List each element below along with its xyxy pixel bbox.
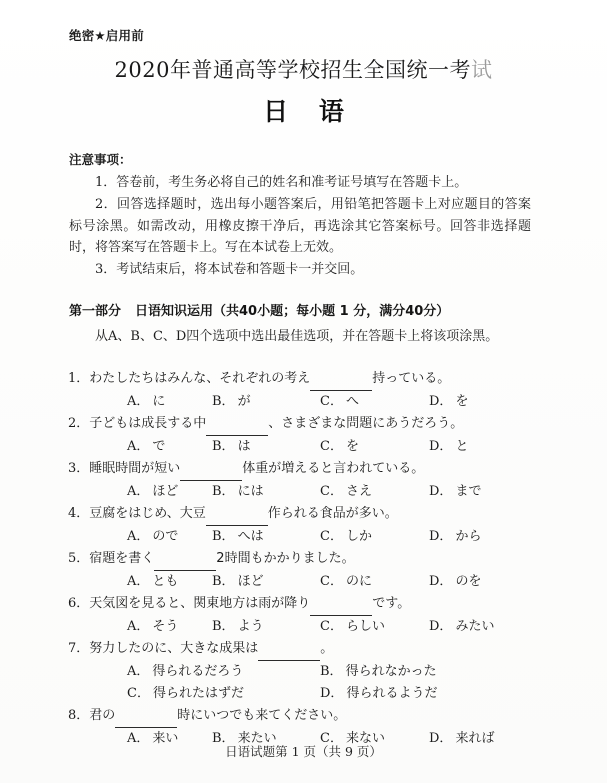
- answer-blank[interactable]: [206, 413, 268, 436]
- option-choice[interactable]: [127, 526, 178, 548]
- notes-heading: 注意事项：: [69, 152, 132, 167]
- option-choice[interactable]: [320, 526, 372, 548]
- part-heading: [69, 300, 449, 319]
- option-text: は: [237, 439, 251, 454]
- option-text: らしい: [345, 619, 385, 634]
- answer-blank[interactable]: [115, 705, 177, 728]
- question-options-row: [0, 616, 607, 638]
- question-number: 6．: [68, 596, 90, 611]
- question-stem-after: 2時間もかかりました。: [216, 551, 355, 566]
- option-label: A．: [127, 731, 150, 746]
- option-text: 来い: [152, 731, 179, 746]
- question: [0, 593, 607, 638]
- option-label: D．: [429, 394, 453, 409]
- option-text: と: [455, 439, 469, 454]
- question: [0, 368, 607, 413]
- questions-list: [0, 368, 607, 750]
- option-label: B．: [212, 529, 235, 544]
- note-item-1-text: 1．答卷前，考生务必将自己的姓名和准考证号填写在答题卡上。: [95, 175, 468, 190]
- question-options-row: [0, 571, 607, 593]
- question-stem-after: 作られる食品が多い。: [267, 506, 398, 521]
- question: [0, 638, 607, 705]
- question-options-row: [0, 526, 607, 548]
- note-item-1: [69, 172, 531, 194]
- question-stem: [68, 548, 568, 571]
- option-choice[interactable]: [429, 436, 468, 458]
- option-label: B．: [212, 619, 235, 634]
- page-footer: 日语试题第 1 页（共 9 页）: [225, 744, 382, 759]
- question-stem-after: 。: [320, 641, 334, 656]
- option-choice[interactable]: [127, 683, 244, 705]
- question-number: 8．: [68, 708, 90, 723]
- option-text: まで: [455, 484, 482, 499]
- subject-title: 日 语: [263, 97, 355, 126]
- option-choice[interactable]: [320, 571, 372, 593]
- option-choice[interactable]: [429, 571, 481, 593]
- page-title: [0, 54, 607, 84]
- option-text: 得られなかった: [345, 664, 437, 679]
- option-text: そう: [152, 619, 179, 634]
- option-label: A．: [127, 574, 150, 589]
- option-text: には: [237, 484, 264, 499]
- option-label: D．: [429, 731, 453, 746]
- option-label: B．: [212, 484, 235, 499]
- question-stem-after: 、さまざまな問題にあうだろう。: [268, 416, 464, 431]
- question: [0, 413, 607, 458]
- option-choice[interactable]: [320, 661, 437, 683]
- option-label: B．: [212, 731, 235, 746]
- option-choice[interactable]: [127, 436, 165, 458]
- question-number: 7．: [68, 641, 90, 656]
- option-text: ほど: [152, 484, 179, 499]
- option-text: 来れば: [455, 731, 495, 746]
- option-choice[interactable]: [320, 481, 372, 503]
- option-label: D．: [320, 686, 344, 701]
- option-label: C．: [320, 574, 343, 589]
- option-choice[interactable]: [127, 391, 165, 413]
- option-label: C．: [127, 686, 150, 701]
- option-text: しか: [345, 529, 372, 544]
- option-choice[interactable]: [212, 571, 264, 593]
- option-text: から: [455, 529, 482, 544]
- option-choice[interactable]: [429, 616, 494, 638]
- option-label: D．: [429, 439, 453, 454]
- question-stem-before: わたしたちはみんな、それぞれの考え: [89, 371, 311, 386]
- answer-blank[interactable]: [258, 638, 320, 661]
- option-choice[interactable]: [320, 616, 385, 638]
- part-name: 日语知识运用（共40小题；每小题 1 分，满分40分）: [135, 304, 450, 319]
- question-stem: [68, 503, 568, 526]
- option-text: ほど: [237, 574, 264, 589]
- question-stem: [68, 638, 568, 661]
- option-text: 来たい: [237, 731, 277, 746]
- option-choice[interactable]: [212, 526, 264, 548]
- option-label: B．: [320, 664, 343, 679]
- question-number: 4．: [68, 506, 90, 521]
- option-text: とも: [152, 574, 179, 589]
- main-title-text: 2020年普通高等学校招生全国统一考: [114, 58, 471, 82]
- option-choice[interactable]: [127, 661, 243, 683]
- answer-blank[interactable]: [180, 458, 242, 481]
- option-text: みたい: [455, 619, 495, 634]
- option-text: 来ない: [345, 731, 385, 746]
- option-choice[interactable]: [212, 481, 264, 503]
- answer-blank[interactable]: [154, 548, 216, 571]
- option-text: で: [152, 439, 166, 454]
- question-stem-after: 時にいつでも来てください。: [177, 708, 347, 723]
- question-options-row: [0, 683, 607, 705]
- option-choice[interactable]: [212, 616, 264, 638]
- question-stem-before: 努力したのに、大きな成果は: [89, 641, 259, 656]
- option-choice[interactable]: [127, 616, 178, 638]
- option-text: へ: [345, 394, 359, 409]
- question-stem-before: 天気図を見ると、関東地方は雨が降り: [89, 596, 311, 611]
- option-choice[interactable]: [320, 436, 359, 458]
- question-stem-before: 睡眠時間が短い: [89, 461, 181, 476]
- main-title-tail: 试: [470, 58, 493, 82]
- question-stem: [68, 705, 568, 728]
- option-label: C．: [320, 394, 343, 409]
- option-label: B．: [212, 574, 235, 589]
- question-number: 5．: [68, 551, 90, 566]
- option-text: へは: [237, 529, 264, 544]
- option-label: D．: [429, 619, 453, 634]
- option-label: C．: [320, 731, 343, 746]
- option-choice[interactable]: [429, 391, 468, 413]
- question-stem-after: です。: [372, 596, 411, 611]
- question-options-row: [0, 436, 607, 458]
- question: [0, 548, 607, 593]
- option-label: D．: [429, 529, 453, 544]
- question-number: 1．: [68, 371, 90, 386]
- option-label: A．: [127, 529, 150, 544]
- question-stem: [68, 593, 568, 616]
- option-choice[interactable]: [212, 391, 251, 413]
- option-text: のを: [455, 574, 482, 589]
- option-text: を: [345, 439, 359, 454]
- note-item-2-text: 2．回答选择题时，选出每小题答案后，用铅笔把答题卡上对应题目的答案标号涂黑。如需改动，用橡皮擦干净后，再选涂其它答案标号。回答非选择题时，将答案写在答题卡上。写在本试卷上无效。: [69, 197, 531, 255]
- option-label: B．: [212, 439, 235, 454]
- answer-blank[interactable]: [310, 593, 372, 616]
- option-text: さえ: [345, 484, 372, 499]
- option-text: のに: [345, 574, 372, 589]
- option-label: A．: [127, 394, 150, 409]
- option-choice[interactable]: [320, 683, 437, 705]
- question-number: 3．: [68, 461, 90, 476]
- option-label: D．: [429, 574, 453, 589]
- question: [0, 503, 607, 548]
- question-stem-after: 体重が増えると言われている。: [242, 461, 425, 476]
- question-stem-before: 宿題を書く: [89, 551, 155, 566]
- option-text: 得られるだろう: [152, 664, 244, 679]
- question-stem: [68, 413, 568, 436]
- option-choice[interactable]: [320, 391, 359, 413]
- question-stem-before: 子どもは成長する中: [89, 416, 207, 431]
- question: [0, 458, 607, 503]
- part-title: 第一部分: [69, 304, 122, 319]
- part-instruction: 从A、B、C、D四个选项中选出最佳选项，并在答题卡上将该项涂黑。: [95, 329, 499, 344]
- option-text: を: [455, 394, 469, 409]
- option-choice[interactable]: [127, 571, 178, 593]
- option-label: A．: [127, 484, 150, 499]
- question-stem: [68, 368, 568, 391]
- option-label: D．: [429, 484, 453, 499]
- option-choice[interactable]: [429, 526, 481, 548]
- question-stem-before: 豆腐をはじめ、大豆: [89, 506, 206, 521]
- answer-blank[interactable]: [310, 368, 372, 391]
- option-label: C．: [320, 439, 343, 454]
- option-text: ので: [152, 529, 179, 544]
- option-text: よう: [237, 619, 264, 634]
- secrecy-label: 绝密★启用前: [69, 28, 144, 43]
- question-options-row: [0, 391, 607, 413]
- option-text: に: [152, 394, 166, 409]
- option-label: C．: [320, 529, 343, 544]
- option-text: が: [237, 394, 251, 409]
- option-text: 得られるようだ: [346, 686, 438, 701]
- question-stem: [68, 458, 568, 481]
- question-options-row: [0, 661, 607, 683]
- note-item-3: [69, 259, 531, 281]
- option-label: C．: [320, 619, 343, 634]
- question-number: 2．: [68, 416, 90, 431]
- option-label: A．: [127, 619, 150, 634]
- option-label: A．: [127, 664, 150, 679]
- question-stem-after: 持っている。: [372, 371, 451, 386]
- answer-blank[interactable]: [206, 503, 268, 526]
- note-item-2: [69, 194, 531, 259]
- option-label: C．: [320, 484, 343, 499]
- option-choice[interactable]: [127, 481, 178, 503]
- option-label: B．: [212, 394, 235, 409]
- option-choice[interactable]: [212, 436, 251, 458]
- note-item-3-text: 3．考试结束后，将本试卷和答题卡一并交回。: [95, 262, 364, 277]
- option-label: A．: [127, 439, 150, 454]
- question-options-row: [0, 481, 607, 503]
- option-text: 得られたはずだ: [152, 686, 244, 701]
- option-choice[interactable]: [429, 481, 481, 503]
- question-stem-before: 君の: [89, 708, 116, 723]
